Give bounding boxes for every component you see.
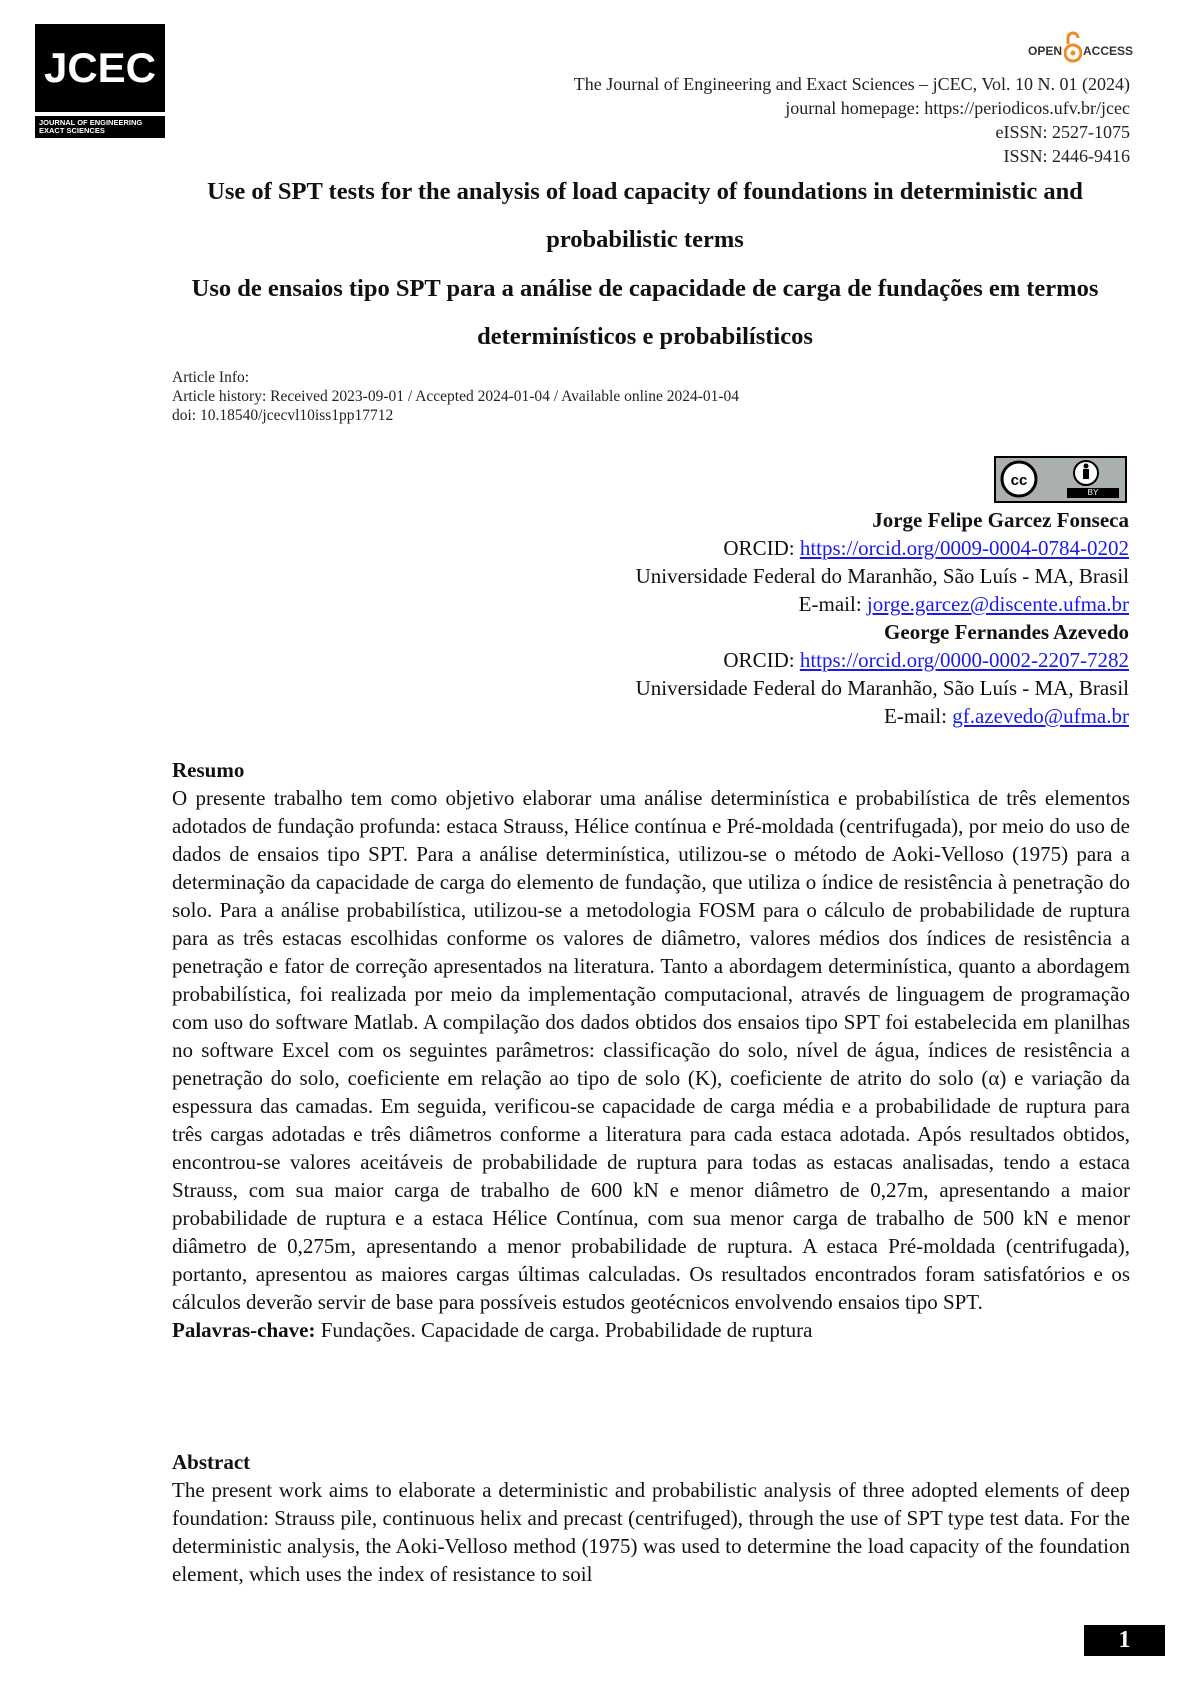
attribution-icon — [1071, 458, 1101, 488]
orcid-link[interactable]: https://orcid.org/0009-0004-0784-0202 — [799, 536, 1129, 560]
open-access-lock-icon — [1064, 30, 1082, 64]
cc-icon — [999, 459, 1039, 499]
resumo-heading: Resumo — [172, 758, 245, 782]
logo-text: JCEC — [35, 24, 165, 112]
abstract-text: The present work aims to elaborate a deterministic and probabilistic analysis of three adopted elements of deep foundation: Strauss pile, continuous helix and precast (centrifuged), through the use of SPT type test data. For the deterministic analysis, the Aoki-Velloso method (1975) was used to determine the load capacity of the foundation element, which uses the index of resistance to soil — [172, 1478, 1130, 1586]
author-email — [636, 590, 1129, 618]
cc-by-label: BY — [1067, 488, 1119, 498]
author-name: Jorge Felipe Garcez Fonseca — [872, 508, 1129, 532]
logo-subtitle: JOURNAL OF ENGINEERING EXACT SCIENCES — [35, 116, 165, 138]
article-info-label: Article Info: — [172, 369, 250, 386]
email-label: E-mail: — [884, 704, 953, 728]
email-link[interactable]: jorge.garcez@discente.ufma.br — [866, 592, 1129, 616]
cc-by-license-badge[interactable] — [994, 456, 1127, 503]
journal-line: The Journal of Engineering and Exact Sciences – jCEC, Vol. 10 N. 01 (2024) — [573, 74, 1130, 94]
keywords-label: Palavras-chave: — [172, 1318, 316, 1342]
svg-text:cc: cc — [1010, 472, 1028, 489]
journal-homepage[interactable]: journal homepage: https://periodicos.ufv.br/jcec — [785, 98, 1130, 118]
orcid-link[interactable]: https://orcid.org/0000-0002-2207-7282 — [799, 648, 1129, 672]
email-link[interactable]: gf.azevedo@ufma.br — [952, 704, 1129, 728]
resumo-section — [172, 756, 1130, 1344]
page-number: 1 — [1084, 1625, 1165, 1656]
abstract-section — [172, 1448, 1130, 1588]
author-name: George Fernandes Azevedo — [884, 620, 1129, 644]
journal-issn: ISSN: 2446-9416 — [1003, 146, 1130, 166]
author-email — [636, 702, 1129, 730]
orcid-label: ORCID: — [723, 648, 800, 672]
title-portuguese: Uso de ensaios tipo SPT para a análise de capacidade de carga de fundações em termos determinísticos e probabilísticos — [191, 275, 1099, 350]
open-access-left: OPEN — [1028, 44, 1063, 58]
authors-block — [636, 506, 1129, 730]
keywords-text: Fundações. Capacidade de carga. Probabilidade de ruptura — [315, 1318, 813, 1342]
article-doi: doi: 10.18540/jcecvl10iss1pp17712 — [172, 407, 394, 424]
resumo-keywords — [172, 1316, 1130, 1344]
article-history: Article history: Received 2023-09-01 / Accepted 2024-01-04 / Available online 2024-01-04 — [172, 388, 740, 405]
author-orcid — [636, 534, 1129, 562]
open-access-badge — [1028, 30, 1138, 64]
journal-logo — [35, 24, 165, 139]
abstract-heading: Abstract — [172, 1450, 251, 1474]
author-affiliation: Universidade Federal do Maranhão, São Luís - MA, Brasil — [635, 676, 1129, 700]
journal-info — [574, 72, 1130, 168]
author-affiliation: Universidade Federal do Maranhão, São Luís - MA, Brasil — [635, 564, 1129, 588]
open-access-right: ACCESS — [1083, 44, 1134, 58]
resumo-text: O presente trabalho tem como objetivo elaborar uma análise determinística e probabilística de três elementos adotados de fundação profunda: estaca Strauss, Hélice contínua e Pré-moldada (centrifugada), por meio do uso de dados de ensaios tipo SPT. Para a análise determinística, utilizou-se o método de Aoki-Velloso (1975) para a determinação da capacidade de carga do elemento de fundação, que utiliza o índice de resistência à penetração do solo. Para a análise probabilística, utilizou-se a metodologia FOSM para o cálculo de probabilidade de ruptura para as três estacas escolhidas conforme os valores de diâmetro, valores médios dos índices de resistência a penetração e fator de correção apresentados na literatura. Tanto a abordagem determinística, quanto a abordagem probabilística, foi realizada por meio da implementação computacional, através de linguagem de programação com uso do software Matlab. A compilação dos dados obtidos dos ensaios tipo SPT foi estabelecida em planilhas no software Excel com os seguintes parâmetros: classificação do solo, nível de água, índices de resistência a penetração do solo, coeficiente em relação ao tipo de solo (K), coeficiente de atrito do solo (α) e variação da espessura das camadas. Em seguida, verificou-se capacidade de carga média e a probabilidade de ruptura para três cargas adotadas e três diâmetros conforme a literatura para cada estaca adotada. Após resultados obtidos, encontrou-se valores aceitáveis de probabilidade de ruptura para todas as estacas analisadas, tendo a estaca Strauss, com sua maior carga de trabalho de 600 kN e menor diâmetro de 0,27m, apresentando a maior probabilidade de ruptura e a estaca Hélice Contínua, com sua menor carga de trabalho de 500 kN e menor diâmetro de 0,275m, apresentando a menor probabilidade de ruptura. A estaca Pré-moldada (centrifugada), portanto, apresentou as maiores cargas últimas calculadas. Os resultados encontrados foram satisfatórios e os cálculos deverão servir de base para possíveis estudos geotécnicos envolvendo ensaios tipo SPT. — [172, 786, 1130, 1314]
author-orcid — [636, 646, 1129, 674]
email-label: E-mail: — [798, 592, 867, 616]
title-english: Use of SPT tests for the analysis of load capacity of foundations in deterministic and probabilistic terms — [207, 178, 1083, 253]
orcid-label: ORCID: — [723, 536, 800, 560]
article-info — [172, 368, 739, 425]
journal-eissn: eISSN: 2527-1075 — [995, 122, 1130, 142]
